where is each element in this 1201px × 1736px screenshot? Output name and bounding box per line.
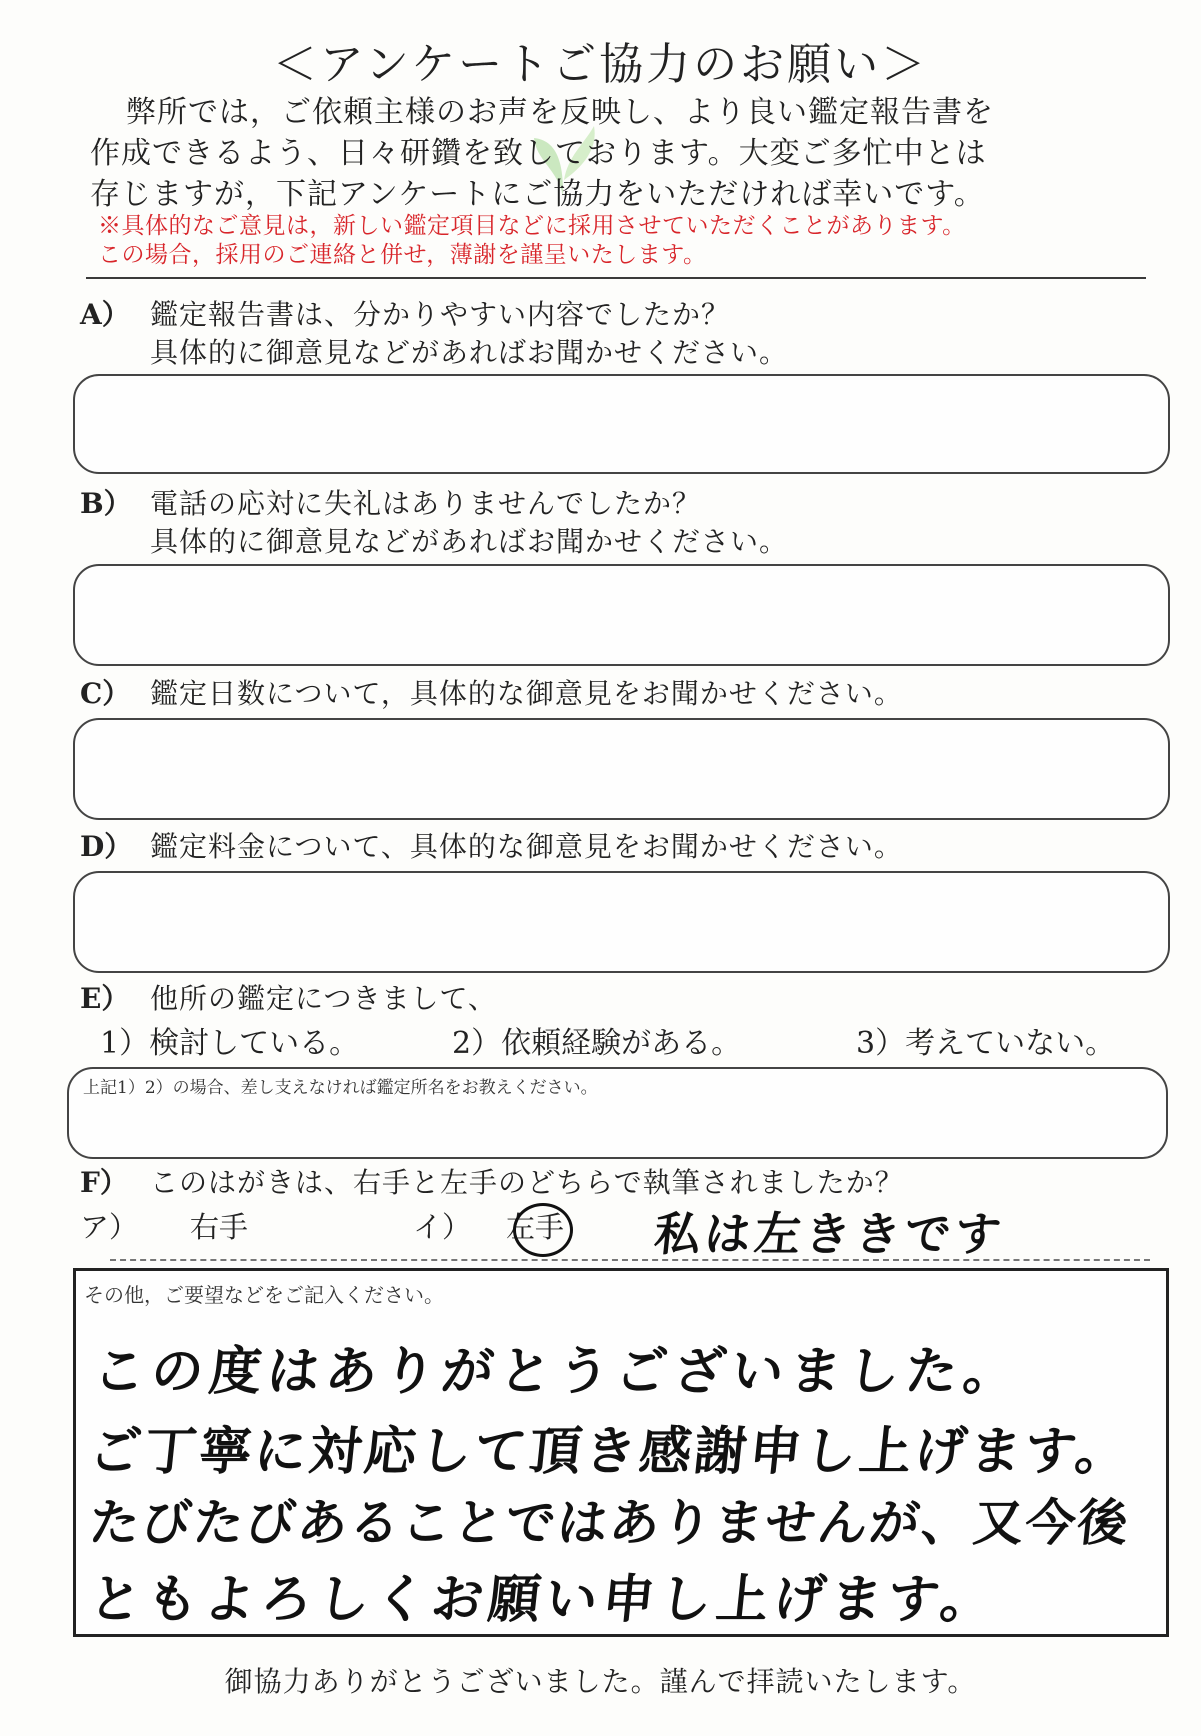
handwritten-line: たびたびあることではありませんが、又今後	[86, 1494, 1133, 1552]
question-letter: F）	[80, 1166, 128, 1199]
survey-title: ＜アンケートご協力のお願い＞	[272, 39, 929, 90]
question-subtext: 具体的に御意見などがあればお聞かせください。	[150, 336, 789, 369]
question-letter: D）	[80, 830, 133, 863]
option-e-3[interactable]: 3）考えていない。	[856, 1026, 1116, 1061]
intro-paragraph	[90, 92, 1150, 215]
question-letter: E）	[80, 982, 130, 1015]
option-left-hand[interactable]: 左手	[506, 1210, 565, 1244]
intro-line: 作成できるよう、日々研鑽を致しております。大変ご多忙中とは	[90, 136, 987, 171]
dashed-divider	[110, 1259, 1150, 1261]
footer-thanks: 御協力ありがとうございました。謹んで拝読いたします。	[224, 1665, 977, 1698]
question-f	[80, 1164, 904, 1202]
red-note	[98, 212, 1158, 270]
other-label: その他，ご要望などをご記入ください。	[84, 1283, 444, 1307]
divider	[86, 277, 1146, 279]
selection-circle	[513, 1203, 573, 1257]
option-right-hand[interactable]: 右手	[190, 1210, 249, 1244]
question-text: 鑑定日数について，具体的な御意見をお聞かせください。	[150, 677, 903, 710]
answer-box-c[interactable]	[73, 718, 1170, 820]
option-e-1[interactable]: 1）検討している。	[100, 1026, 360, 1061]
handwritten-line: この度はありがとうございました。	[90, 1342, 1025, 1402]
question-text: 鑑定料金について、具体的な御意見をお聞かせください。	[150, 830, 903, 863]
note-line: ※具体的なご意見は，新しい鑑定項目などに採用させていただくことがあります。	[98, 213, 966, 239]
answer-box-e[interactable]	[67, 1067, 1168, 1159]
option-a-label: ア）	[80, 1210, 139, 1244]
handwritten-line: ともよろしくお願い申し上げます。	[86, 1570, 1001, 1630]
question-letter: B）	[80, 487, 132, 520]
option-i-label: イ）	[413, 1210, 472, 1244]
question-b	[80, 485, 788, 561]
handwritten-line: ご丁寧に対応して頂き感謝申し上げます。	[86, 1422, 1134, 1482]
other-comments-box[interactable]	[73, 1268, 1169, 1637]
question-c	[80, 675, 903, 713]
intro-line: 弊所では，ご依頼主様のお声を反映し、より良い鑑定報告書を	[126, 95, 994, 130]
question-letter: A）	[80, 298, 130, 331]
option-e-2[interactable]: 2）依頼経験がある。	[452, 1026, 742, 1061]
box-e-label: 上記1）2）の場合、差し支えなければ鑑定所名をお教えください。	[83, 1078, 598, 1098]
question-e	[80, 980, 497, 1018]
answer-box-b[interactable]	[73, 564, 1170, 666]
note-line: この場合，採用のご連絡と併せ，薄謝を謹呈いたします。	[98, 242, 707, 268]
handwritten-hand-note: 私は左ききです	[651, 1207, 1008, 1261]
question-text: 鑑定報告書は、分かりやすい内容でしたか？	[150, 298, 731, 331]
question-text: 電話の応対に失礼はありませんでしたか？	[150, 487, 702, 520]
answer-box-a[interactable]	[73, 374, 1170, 474]
answer-box-d[interactable]	[73, 871, 1170, 973]
intro-line: 存じますが，下記アンケートにご協力をいただければ幸いです。	[90, 177, 985, 212]
question-d	[80, 828, 903, 866]
question-a	[80, 296, 788, 372]
question-text: 他所の鑑定につきまして、	[150, 982, 497, 1015]
question-text: このはがきは、右手と左手のどちらで執筆されましたか？	[150, 1166, 904, 1199]
question-letter: C）	[80, 677, 131, 710]
question-subtext: 具体的に御意見などがあればお聞かせください。	[150, 525, 789, 558]
